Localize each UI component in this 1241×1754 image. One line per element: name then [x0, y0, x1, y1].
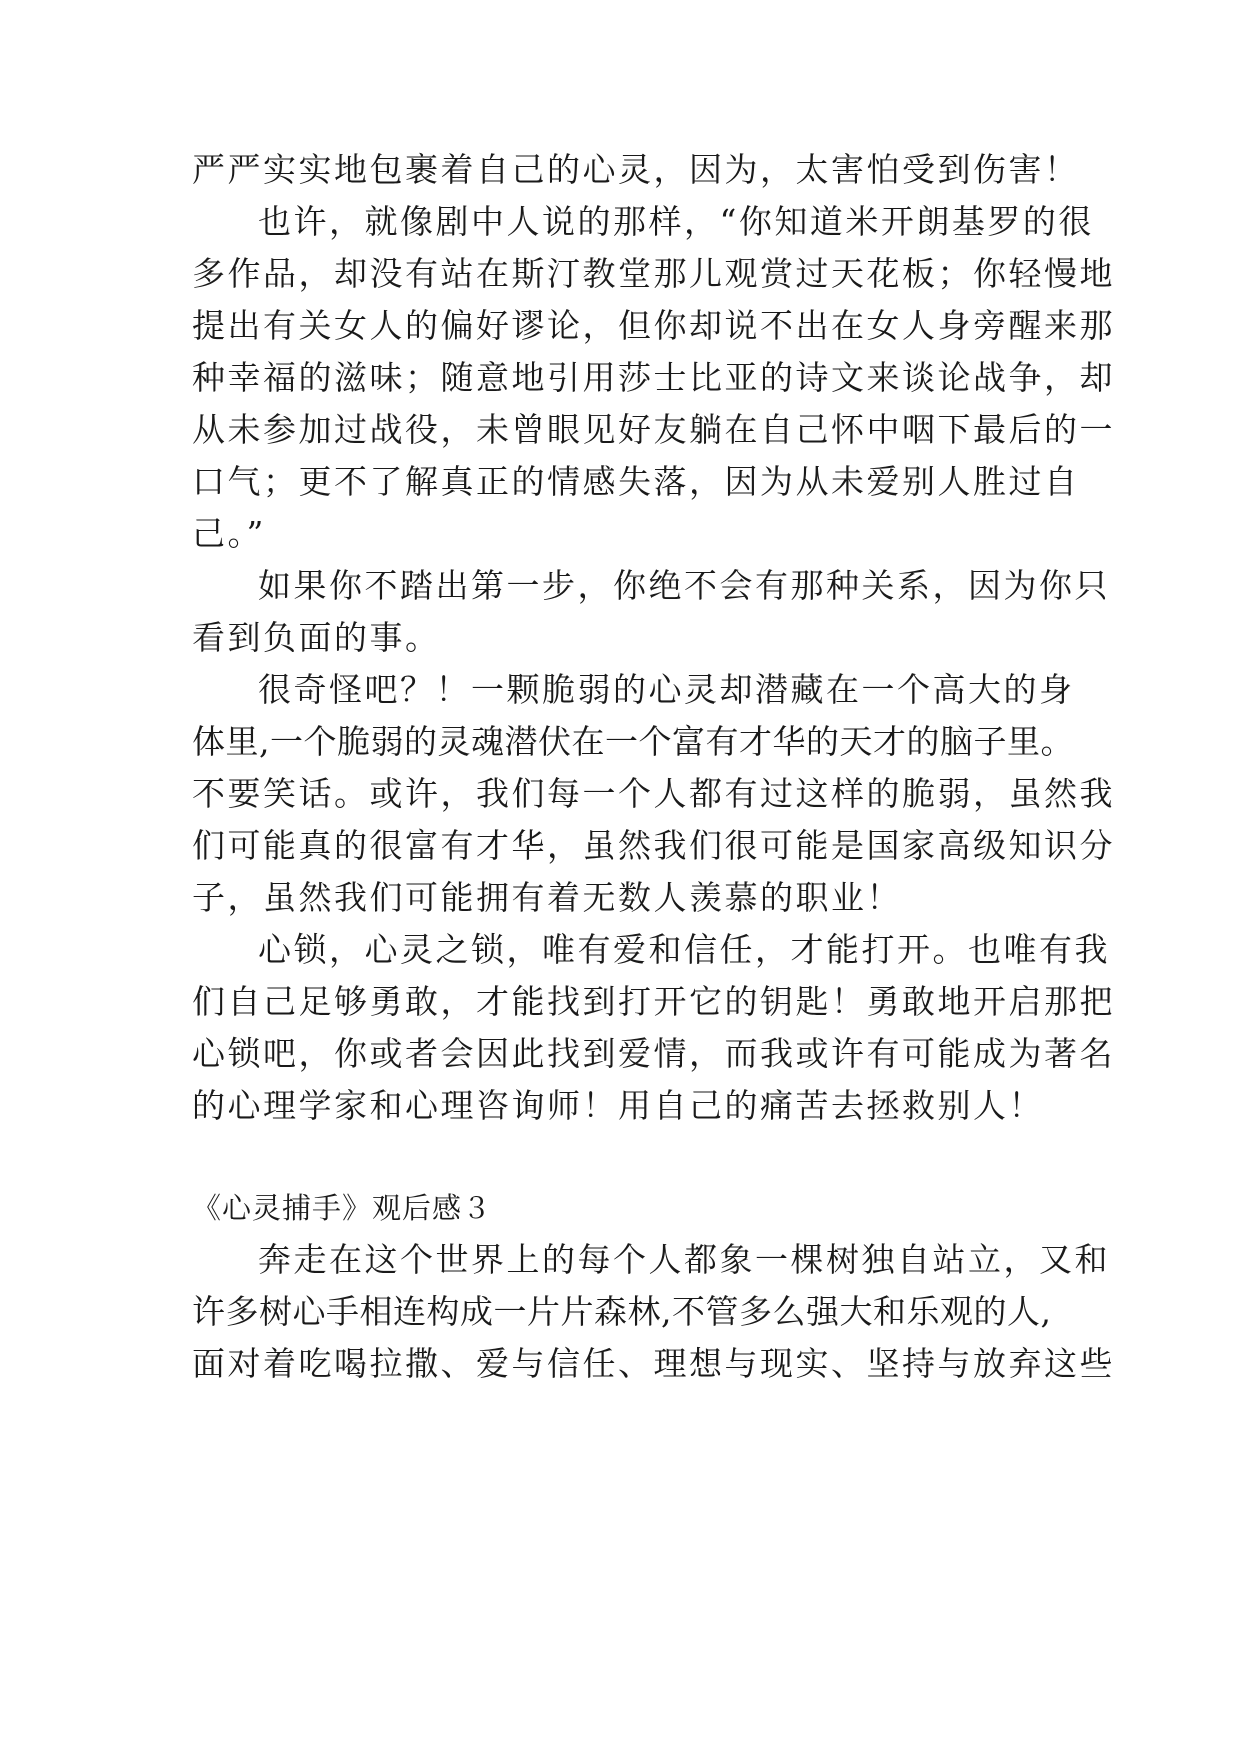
section-heading: 《心灵捕手》观后感３ — [192, 1191, 493, 1225]
text-line: 看到负面的事。 — [192, 618, 441, 657]
text-line: 己。” — [192, 514, 266, 553]
text-line: 心锁吧，你或者会因此找到爱情，而我或许有可能成为著名 — [192, 1034, 1115, 1073]
paragraph-start: 心锁，心灵之锁，唯有爱和信任，才能打开。也唯有我 — [258, 930, 1110, 969]
text-line: 多作品，却没有站在斯汀教堂那儿观赏过天花板；你轻慢地 — [192, 254, 1115, 293]
text-line: 体里,一个脆弱的灵魂潜伏在一个富有才华的天才的脑子里。 — [192, 722, 1074, 761]
paragraph-start: 如果你不踏出第一步，你绝不会有那种关系，因为你只 — [258, 566, 1110, 605]
text-line: 们可能真的很富有才华，虽然我们很可能是国家高级知识分 — [192, 826, 1115, 865]
text-line: 种幸福的滋味；随意地引用莎士比亚的诗文来谈论战争，却 — [192, 358, 1115, 397]
text-line: 严严实实地包裹着自己的心灵，因为，太害怕受到伤害！ — [192, 150, 1080, 189]
text-line: 的心理学家和心理咨询师！用自己的痛苦去拯救别人！ — [192, 1086, 1044, 1125]
paragraph-start: 也许，就像剧中人说的那样，“你知道米开朗基罗的很 — [258, 202, 1094, 241]
text-line: 口气；更不了解真正的情感失落，因为从未爱别人胜过自 — [192, 462, 1080, 501]
text-line: 子，虽然我们可能拥有着无数人羡慕的职业！ — [192, 878, 902, 917]
text-line: 不要笑话。或许，我们每一个人都有过这样的脆弱，虽然我 — [192, 774, 1115, 813]
text-line: 们自己足够勇敢，才能找到打开它的钥匙！勇敢地开启那把 — [192, 982, 1115, 1021]
text-line: 面对着吃喝拉撒、爱与信任、理想与现实、坚持与放弃这些 — [192, 1344, 1115, 1383]
text-line: 许多树心手相连构成一片片森林,不管多么强大和乐观的人, — [192, 1292, 1052, 1331]
text-line: 从未参加过战役，未曾眼见好友躺在自己怀中咽下最后的一 — [192, 410, 1115, 449]
paragraph-start: 奔走在这个世界上的每个人都象一棵树独自站立，又和 — [258, 1240, 1110, 1279]
text-line: 提出有关女人的偏好谬论，但你却说不出在女人身旁醒来那 — [192, 306, 1115, 345]
paragraph-start: 很奇怪吧？！一颗脆弱的心灵却潜藏在一个高大的身 — [258, 670, 1075, 709]
